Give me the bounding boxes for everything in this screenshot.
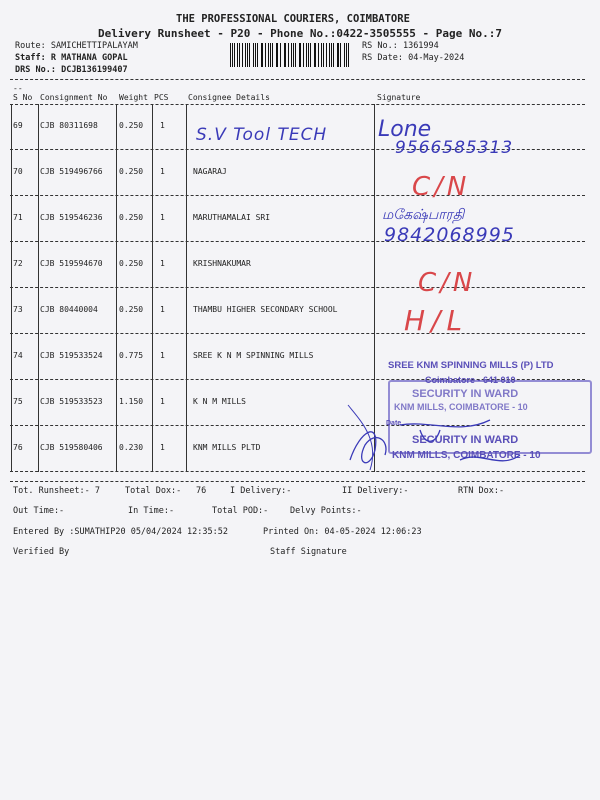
stamp-security-1: SECURITY IN WARD — [412, 388, 519, 400]
barcode-bar — [257, 43, 258, 67]
row-pcs: 1 — [160, 121, 165, 130]
col-sno-header: S No — [13, 93, 33, 102]
handwritten-consignee-69: S.V Tool TECH — [196, 125, 328, 145]
column-divider — [38, 334, 39, 380]
row-consignee: NAGARAJ — [193, 167, 227, 176]
column-divider — [186, 196, 187, 242]
header-top-rule — [10, 79, 585, 80]
entered-by: Entered By :SUMATHIP20 05/04/2024 12:35:52 — [13, 527, 228, 537]
route-line — [15, 41, 138, 51]
row-weight: 0.250 — [119, 121, 144, 130]
stamp-date-label: Date — [386, 420, 402, 427]
row-weight: 0.250 — [119, 305, 144, 314]
column-divider — [116, 196, 117, 242]
row-pcs: 1 — [160, 443, 165, 452]
delvy-points: Delvy Points:- — [290, 506, 362, 516]
col-sno-top: -- — [13, 84, 23, 93]
column-divider — [186, 150, 187, 196]
column-divider — [152, 288, 153, 334]
stamp-security-2: SECURITY IN WARD — [412, 434, 519, 446]
row-sno: 71 — [13, 213, 23, 222]
barcode-bar — [333, 43, 334, 67]
column-divider — [38, 150, 39, 196]
column-divider — [116, 150, 117, 196]
header-bottom-rule — [10, 104, 585, 105]
row-weight: 0.230 — [119, 443, 144, 452]
col-weight-header: Weight — [119, 93, 148, 102]
column-divider — [116, 288, 117, 334]
row-sno: 72 — [13, 259, 23, 268]
handwritten-cn-70: C/N — [412, 172, 471, 202]
column-divider — [152, 426, 153, 472]
column-divider — [38, 196, 39, 242]
row-sno: 69 — [13, 121, 23, 130]
barcode-bar — [344, 43, 345, 67]
staff-label: Staff: — [15, 53, 46, 63]
barcode-bar — [340, 43, 341, 67]
in-time: In Time:- — [128, 506, 175, 516]
row-consignment-no: CJB 519496766 — [40, 167, 103, 176]
barcode-bar — [295, 43, 296, 67]
row-weight: 0.775 — [119, 351, 144, 360]
column-divider — [186, 426, 187, 472]
column-divider — [374, 150, 375, 196]
row-sno: 70 — [13, 167, 23, 176]
handwritten-phone-71: 9842068995 — [384, 224, 515, 246]
row-pcs: 1 — [160, 397, 165, 406]
route-label: Route: — [15, 41, 46, 51]
column-divider — [152, 196, 153, 242]
row-consignee: K N M MILLS — [193, 397, 246, 406]
row-sno: 75 — [13, 397, 23, 406]
rs-date-value: 04-May-2024 — [408, 53, 465, 63]
column-divider — [374, 288, 375, 334]
column-divider — [38, 242, 39, 288]
barcode-bar — [237, 43, 238, 67]
column-divider — [11, 380, 12, 426]
column-divider — [116, 242, 117, 288]
column-divider — [38, 104, 39, 150]
row-consignment-no: CJB 519533523 — [40, 397, 103, 406]
drs-line — [15, 65, 128, 75]
barcode-bar — [326, 43, 327, 67]
column-divider — [152, 334, 153, 380]
row-weight: 0.250 — [119, 259, 144, 268]
rs-no-label: RS No.: — [362, 41, 398, 51]
barcode-bar — [310, 43, 311, 67]
row-weight: 1.150 — [119, 397, 144, 406]
ii-delivery: II Delivery:- — [342, 486, 409, 496]
row-weight: 0.250 — [119, 213, 144, 222]
row-pcs: 1 — [160, 305, 165, 314]
printed-on: Printed On: 04-05-2024 12:06:23 — [263, 527, 422, 537]
column-divider — [11, 426, 12, 472]
column-divider — [186, 242, 187, 288]
column-divider — [374, 334, 375, 380]
column-divider — [374, 196, 375, 242]
rs-date-line — [362, 53, 464, 63]
column-divider — [11, 334, 12, 380]
row-weight: 0.250 — [119, 167, 144, 176]
handwritten-cn-72: C/N — [418, 268, 477, 298]
col-signature-header: Signature — [377, 93, 421, 102]
column-divider — [38, 426, 39, 472]
row-consignee: MARUTHAMALAI SRI — [193, 213, 271, 222]
barcode-bar — [277, 43, 278, 67]
rtn-dox: RTN Dox:- — [458, 486, 505, 496]
column-divider — [186, 288, 187, 334]
barcode-bar — [249, 43, 250, 67]
verified-by: Verified By — [13, 547, 70, 557]
stamp-company: SREE KNM SPINNING MILLS (P) LTD — [388, 360, 554, 371]
drs-value: DCJB136199407 — [61, 65, 128, 75]
row-consignment-no: CJB 519580406 — [40, 443, 103, 452]
column-divider — [186, 104, 187, 150]
barcode-bar — [230, 43, 231, 67]
column-divider — [11, 242, 12, 288]
barcode-bar — [321, 43, 322, 67]
barcode-bar — [314, 43, 315, 67]
row-consignee: SREE K N M SPINNING MILLS — [193, 351, 314, 360]
column-divider — [116, 104, 117, 150]
row-consignment-no: CJB 80311698 — [40, 121, 98, 130]
row-rule — [10, 333, 585, 334]
row-pcs: 1 — [160, 351, 165, 360]
col-consignee-header: Consignee Details — [188, 93, 270, 102]
row-sno: 74 — [13, 351, 23, 360]
column-divider — [374, 242, 375, 288]
row-consignment-no: CJB 519594670 — [40, 259, 103, 268]
staff-signature: Staff Signature — [270, 547, 347, 557]
drs-label: DRS No.: — [15, 65, 56, 75]
column-divider — [116, 380, 117, 426]
total-dox-value: 76 — [196, 486, 207, 496]
row-consignment-no: CJB 80440004 — [40, 305, 98, 314]
row-consignee: KRISHNAKUMAR — [193, 259, 251, 268]
column-divider — [186, 334, 187, 380]
barcode-bar — [280, 43, 281, 67]
column-divider — [152, 380, 153, 426]
barcode-bar — [253, 43, 254, 67]
handwritten-phone-69: 9566585313 — [395, 138, 514, 158]
row-pcs: 1 — [160, 167, 165, 176]
row-rule — [10, 195, 585, 196]
barcode-bar — [303, 43, 304, 67]
rs-no-line — [362, 41, 439, 51]
signature-scribble — [340, 400, 540, 480]
stamp-mills-2: KNM MILLS, COIMBATORE - 10 — [392, 450, 541, 461]
tot-runsheet: Tot. Runsheet:- 7 — [13, 486, 100, 496]
row-pcs: 1 — [160, 259, 165, 268]
column-divider — [11, 150, 12, 196]
column-divider — [116, 334, 117, 380]
barcode-bar — [239, 43, 240, 67]
barcode-bar — [265, 43, 266, 67]
column-divider — [38, 288, 39, 334]
column-divider — [152, 150, 153, 196]
barcode — [230, 43, 352, 67]
column-divider — [152, 242, 153, 288]
staff-value: R MATHANA GOPAL — [50, 53, 128, 63]
i-delivery: I Delivery:- — [230, 486, 292, 496]
rs-no-value: 1361994 — [402, 41, 439, 51]
row-sno: 76 — [13, 443, 23, 452]
staff-line — [15, 53, 128, 63]
row-rule — [10, 287, 585, 288]
column-divider — [38, 380, 39, 426]
stamp-city: Coimbatore - 641 010 — [425, 375, 516, 385]
handwritten-hl-73: H/L — [404, 304, 469, 337]
handwritten-signature-69: Lone — [378, 117, 432, 142]
column-divider — [11, 288, 12, 334]
column-divider — [186, 380, 187, 426]
column-divider — [11, 104, 12, 150]
col-consignment-header: Consignment No — [40, 93, 108, 102]
row-consignee: KNM MILLS PLTD — [193, 443, 261, 452]
barcode-bar — [291, 43, 292, 67]
total-pod: Total POD:- — [212, 506, 269, 516]
row-sno: 73 — [13, 305, 23, 314]
column-divider — [152, 104, 153, 150]
column-divider — [11, 196, 12, 242]
column-divider — [116, 426, 117, 472]
route-value: SAMICHETTIPALAYAM — [50, 41, 138, 51]
column-divider — [374, 104, 375, 150]
handwritten-signature-71: மகேஷ்பாரதி — [382, 207, 465, 223]
col-pcs-header: PCS — [154, 93, 169, 102]
footer-top-rule — [10, 481, 585, 482]
runsheet-subtitle: Delivery Runsheet - P20 - Phone No.:0422-3505555 - Page No.:7 — [98, 27, 502, 40]
stamp-mills-1: KNM MILLS, COIMBATORE - 10 — [394, 402, 528, 412]
barcode-bar — [272, 43, 273, 67]
row-consignment-no: CJB 519533524 — [40, 351, 103, 360]
row-consignment-no: CJB 519546236 — [40, 213, 103, 222]
rs-date-label: RS Date: — [362, 53, 403, 63]
total-dox-label: Total Dox:- — [125, 486, 182, 496]
row-consignee: THAMBU HIGHER SECONDARY SCHOOL — [193, 305, 338, 314]
company-title: THE PROFESSIONAL COURIERS, COIMBATORE — [176, 13, 410, 25]
row-pcs: 1 — [160, 213, 165, 222]
out-time: Out Time:- — [13, 506, 65, 516]
